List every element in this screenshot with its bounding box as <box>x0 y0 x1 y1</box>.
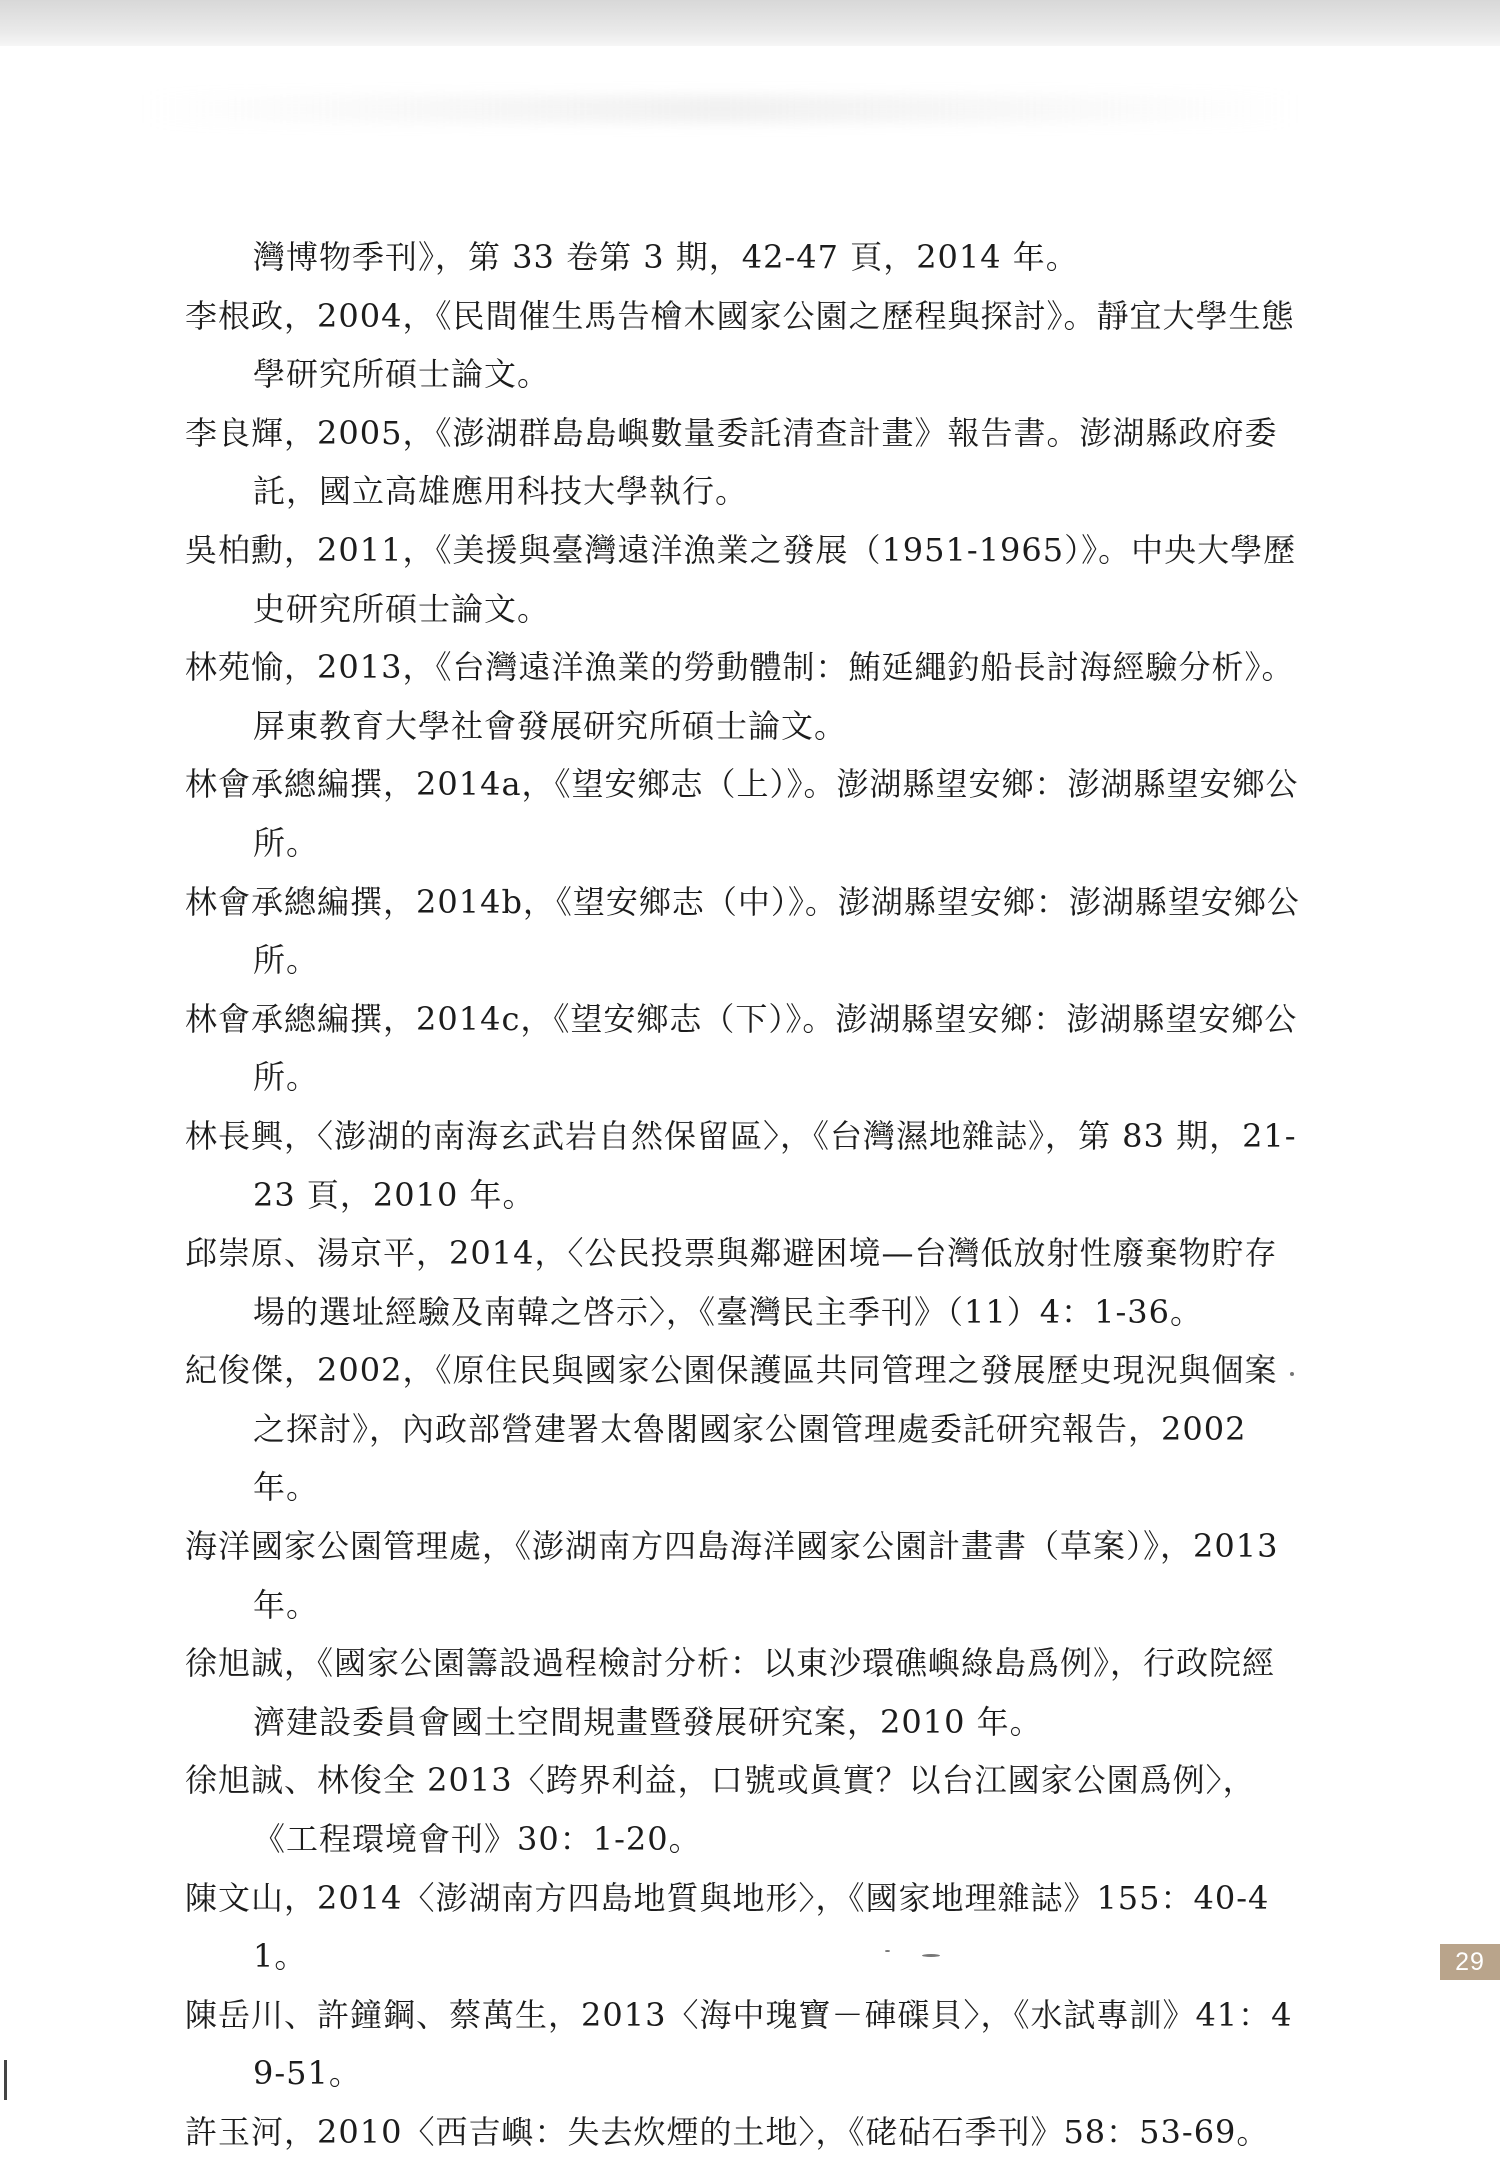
page-number: 29 <box>1440 1944 1500 1980</box>
reference-entry: 林苑愉，2013，《台灣遠洋漁業的勞動體制：鮪延繩釣船長討海經驗分析》。屏東教育大學社會發展研究所碩士論文。 <box>185 648 1295 745</box>
reference-entry: 徐旭誠、林俊全 2013〈跨界利益，口號或眞實？以台江國家公園爲例〉，《工程環境會刊》30：1-20。 <box>185 1761 1256 1859</box>
reference-entry: 吳柏勳，2011，《美援與臺灣遠洋漁業之發展（1951-1965）》。中央大學歷史研究所碩士論文。 <box>185 530 1297 628</box>
scan-speck <box>885 1950 890 1952</box>
reference-entry: 李根政，2004，《民間催生馬告檜木國家公園之歷程與探討》。靜宜大學生態學研究所碩士論文。 <box>185 296 1295 394</box>
reference-entry: 林會承總編撰，2014a，《望安鄉志（上）》。澎湖縣望安鄉：澎湖縣望安鄉公所。 <box>185 765 1299 862</box>
scan-edge-mark <box>4 2060 7 2100</box>
reference-entry: 海洋國家公園管理處，《澎湖南方四島海洋國家公園計畫書（草案）》，2013 年。 <box>185 1527 1279 1624</box>
reference-entry: 徐旭誠，《國家公園籌設過程檢討分析：以東沙環礁嶼綠島爲例》，行政院經濟建設委員會國土空間規畫暨發展研究案，2010 年。 <box>185 1644 1276 1741</box>
reference-entry: 林會承總編撰，2014c，《望安鄉志（下）》。澎湖縣望安鄉：澎湖縣望安鄉公所。 <box>185 999 1298 1097</box>
reference-entry: 林會承總編撰，2014b，《望安鄉志（中）》。澎湖縣望安鄉：澎湖縣望安鄉公所。 <box>185 882 1300 980</box>
scan-speck <box>922 1954 940 1957</box>
scan-speck <box>1290 1372 1294 1376</box>
reference-entry-continuation: 灣博物季刊》，第 33 卷第 3 期，42-47 頁，2014 年。 <box>253 238 1079 276</box>
reference-entry: 李良輝，2005，《澎湖群島島嶼數量委託清查計畫》報告書。澎湖縣政府委託，國立高雄應用科技大學執行。 <box>185 413 1278 511</box>
scan-top-shadow <box>0 0 1500 46</box>
reference-entry: 陳文山，2014〈澎湖南方四島地質與地形〉，《國家地理雜誌》155：40-41。 <box>185 1878 1270 1976</box>
reference-entry: 林長興，〈澎湖的南海玄武岩自然保留區〉，《台灣濕地雜誌》，第 83 期，21-23 頁，2010 年。 <box>185 1116 1297 1214</box>
scan-streak <box>140 95 1300 123</box>
reference-list <box>185 228 1305 2162</box>
reference-entry: 許玉河，2010〈西吉嶼：失去炊煙的土地〉，《硓砧石季刊》58：53-69。 <box>185 2113 1270 2151</box>
reference-entry: 紀俊傑，2002，《原住民與國家公園保護區共同管理之發展歷史現況與個案之探討》，內政部營建署太魯閣國家公園管理處委託研究報告，2002 年。 <box>185 1351 1278 1507</box>
reference-entry: 邱崇原、湯京平，2014，〈公民投票與鄰避困境—台灣低放射性廢棄物貯存場的選址經驗及南韓之啓示〉，《臺灣民主季刊》（11）4：1-36。 <box>185 1234 1278 1331</box>
reference-entry: 陳岳川、許鐘鋼、蔡萬生，2013〈海中瑰寶－硨磲貝〉，《水試專訓》41：49-51。 <box>185 1995 1293 2093</box>
